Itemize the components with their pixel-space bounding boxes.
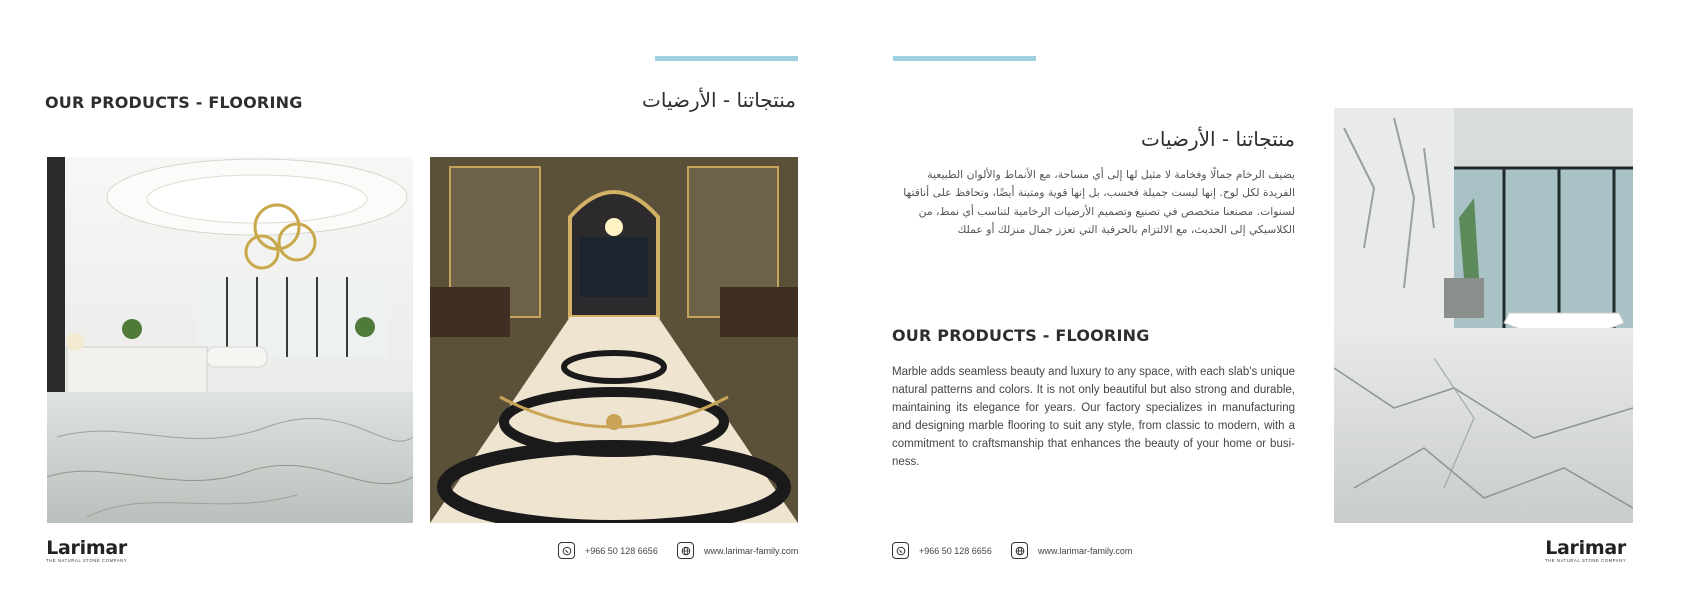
whatsapp-icon xyxy=(558,542,575,559)
right-phone-contact[interactable] xyxy=(892,542,992,559)
phone-number: +966 50 128 6656 xyxy=(585,545,658,556)
globe-icon xyxy=(677,542,694,559)
right-website-contact[interactable] xyxy=(1011,542,1132,559)
website-link: www.larimar-family.com xyxy=(1038,545,1133,556)
right-title-ar: منتجاتنا - الأرضيات xyxy=(1141,127,1295,151)
globe-icon xyxy=(1011,542,1028,559)
right-body-en: Marble adds seamless beauty and luxury to any space, with each slab's unique natural patterns and colors. It is not only beautiful but also strong and durable, maintaining its elegance for years. Our factory specializes in manufacturing and designing marble flooring to suit any style, from classic to modern, with a commitment to craftsmanship that enhances the beauty of your home or busi-ness. xyxy=(892,366,1295,468)
logo-word: Larimar xyxy=(46,537,127,559)
inlay-marble-corridor-photo xyxy=(430,157,798,523)
logo-tagline: THE NATURAL STONE COMPANY xyxy=(1545,558,1627,563)
marble-lobby-photo xyxy=(47,157,413,523)
right-title-en: OUR PRODUCTS - FLOORING xyxy=(892,326,1150,345)
larimar-logo-right[interactable] xyxy=(1545,538,1626,564)
left-website-contact[interactable] xyxy=(677,542,798,559)
left-phone-contact[interactable] xyxy=(558,542,658,559)
right-body-ar: يضيف الرخام جمالًا وفخامة لا مثيل لها إلى أي مساحة، مع الأنماط والألوان الطبيعية الفريدة لكل لوح. إنها ليست جميلة فحسب، بل إنها قوية ومتينة أيضًا، وتحافظ على أناقتها لسنوات. مصنعنا متخصص في تصنيع وتصميم الأرضيات الرخامية لتناسب أي نمط، من الكلاسيكي إلى الحديث، مع الالتزام بالحرفية التي تعزز جمال منزلك أو عملك xyxy=(903,168,1295,237)
accent-bar-left xyxy=(655,56,798,61)
whatsapp-icon xyxy=(892,542,909,559)
phone-number: +966 50 128 6656 xyxy=(919,545,992,556)
website-link: www.larimar-family.com xyxy=(704,545,799,556)
accent-bar-right xyxy=(893,56,1036,61)
larimar-logo-left[interactable] xyxy=(46,538,127,564)
left-title-en: OUR PRODUCTS - FLOORING xyxy=(45,93,303,112)
logo-word: Larimar xyxy=(1545,537,1626,559)
left-title-ar: منتجاتنا - الأرضيات xyxy=(642,88,796,112)
logo-tagline: THE NATURAL STONE COMPANY xyxy=(46,558,128,563)
marble-bathroom-photo xyxy=(1334,108,1633,523)
